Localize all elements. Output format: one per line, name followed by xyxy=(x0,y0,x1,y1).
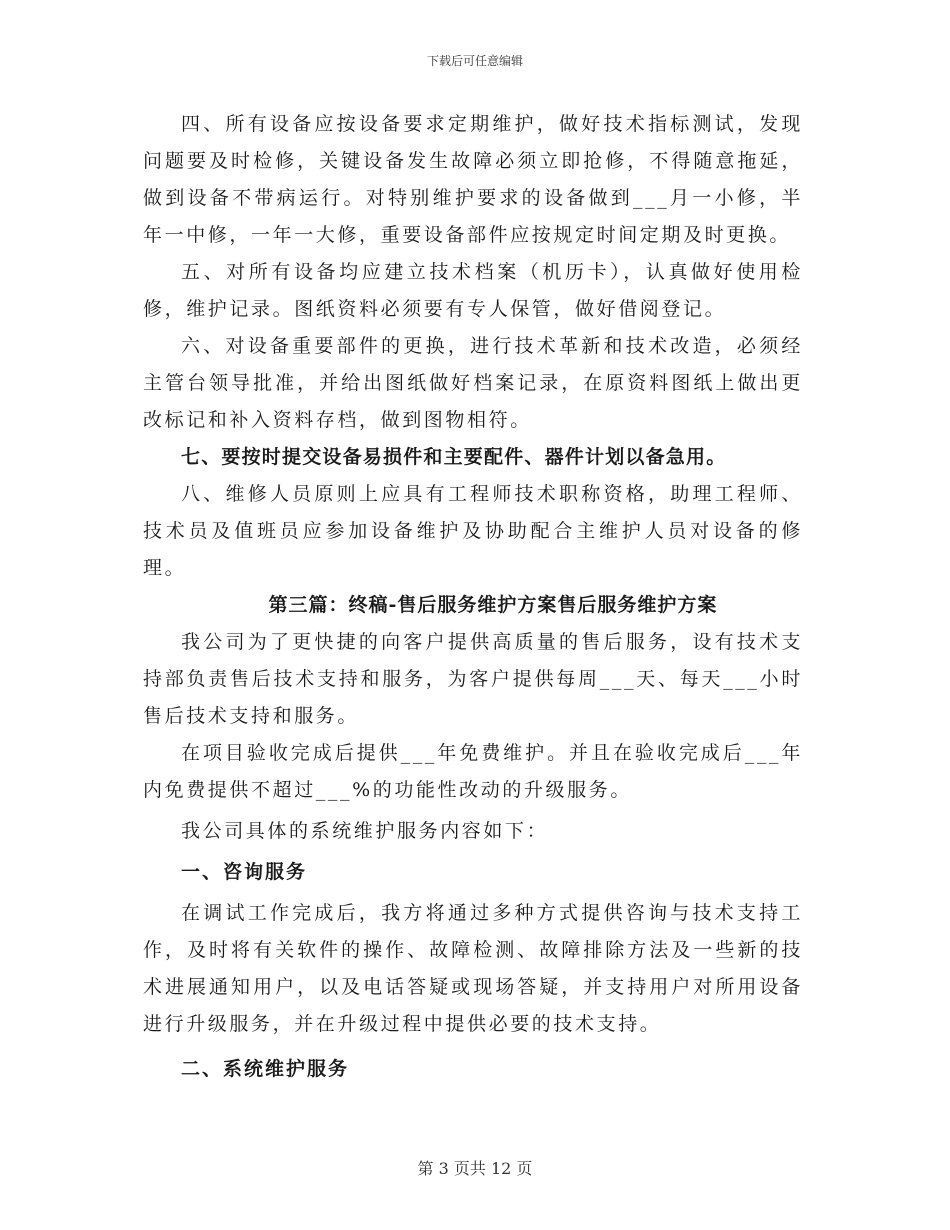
section-title: 第三篇：终稿-售后服务维护方案售后服务维护方案 xyxy=(268,594,718,616)
paragraph-four: 四、所有设备应按设备要求定期维护，做好技术指标测试，发现问题要及时检修，关键设备发生故障必须立即抢修，不得随意拖延，做到设备不带病运行。对特别维护要求的设备做到___月一小修，半年一中修，一年一大修，重要设备部件应按规定时间定期及时更换。 xyxy=(143,113,803,246)
document-body xyxy=(143,106,803,1088)
paragraph-eight: 八、维修人员原则上应具有工程师技术职称资格，助理工程师、技术员及值班员应参加设备维护及协助配合主维护人员对设备的修理。 xyxy=(143,483,803,579)
heading-system-maintenance: 二、系统维护服务 xyxy=(181,1058,350,1080)
header-note: 下载后可任意编辑 xyxy=(426,54,523,68)
page-indicator: 第 3 页共 12 页 xyxy=(417,1159,533,1178)
spacer xyxy=(143,1043,803,1051)
intro-paragraph-one: 我公司为了更快捷的向客户提供高质量的售后服务，设有技术支持部负责售后技术支持和服务，为客户提供每周___天、每天___小时售后技术支持和服务。 xyxy=(143,631,803,727)
paragraph-six: 六、对设备重要部件的更换，进行技术革新和技术改造，必须经主管台领导批准，并给出图纸做好档案记录，在原资料图纸上做出更改标记和补入资料存档，做到图物相符。 xyxy=(143,335,803,431)
paragraph-five: 五、对所有设备均应建立技术档案（机历卡），认真做好使用检修，维护记录。图纸资料必须要有专人保管，做好借阅登记。 xyxy=(143,261,803,320)
consulting-paragraph: 在调试工作完成后，我方将通过多种方式提供咨询与技术支持工作，及时将有关软件的操作、故障检测、故障排除方法及一些新的技术进展通知用户，以及电话答疑或现场答疑，并支持用户对所用设备进行升级服务，并在升级过程中提供必要的技术支持。 xyxy=(143,902,803,1035)
paragraph-seven: 七、要按时提交设备易损件和主要配件、器件计划以备急用。 xyxy=(181,446,727,468)
intro-paragraph-two: 在项目验收完成后提供___年免费维护。并且在验收完成后___年内免费提供不超过___%的功能性改动的升级服务。 xyxy=(143,742,803,801)
intro-paragraph-three: 我公司具体的系统维护服务内容如下： xyxy=(181,820,549,842)
heading-consulting: 一、咨询服务 xyxy=(181,861,308,883)
